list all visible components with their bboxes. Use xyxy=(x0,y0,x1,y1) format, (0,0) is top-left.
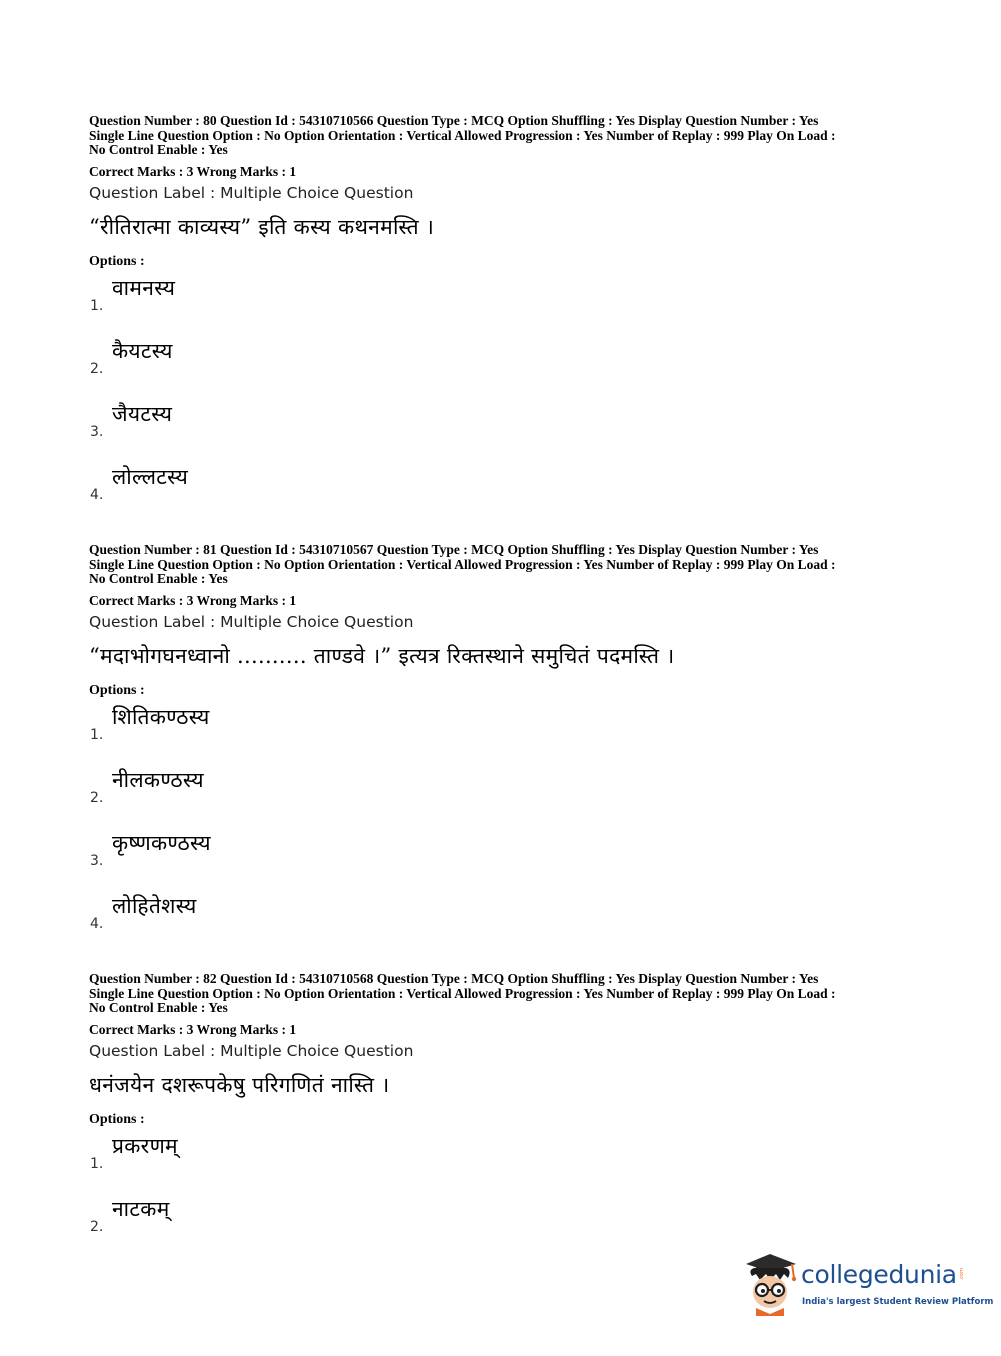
meta-line: No Control Enable : Yes xyxy=(89,1000,228,1015)
option-text: कृष्णकण्ठस्य xyxy=(112,830,211,855)
question-label: Question Label : Multiple Choice Question xyxy=(89,183,414,202)
question-block xyxy=(89,543,919,951)
question-block xyxy=(89,114,919,522)
question-marks: Correct Marks : 3 Wrong Marks : 1 xyxy=(89,592,297,608)
option-item[interactable] xyxy=(89,1191,919,1254)
option-number: 2. xyxy=(90,360,104,377)
option-text: प्रकरणम् xyxy=(112,1133,178,1158)
question-text: “रीतिरात्मा काव्यस्य” इति कस्य कथनमस्ति । xyxy=(89,214,435,239)
options-list xyxy=(89,1128,919,1254)
question-marks: Correct Marks : 3 Wrong Marks : 1 xyxy=(89,1021,297,1037)
option-text: वामनस्य xyxy=(112,275,176,300)
option-item[interactable] xyxy=(89,333,919,396)
question-label: Question Label : Multiple Choice Question xyxy=(89,612,414,631)
question-label: Question Label : Multiple Choice Question xyxy=(89,1041,414,1060)
meta-line: Single Line Question Option : No Option Orientation : Vertical Allowed Progression : Yes Number of Replay : 999 Play On Load : xyxy=(89,556,836,572)
option-item[interactable] xyxy=(89,396,919,459)
option-text: शितिकण्ठस्य xyxy=(112,704,210,729)
options-list xyxy=(89,270,919,522)
option-number: 2. xyxy=(90,789,104,806)
question-marks: Correct Marks : 3 Wrong Marks : 1 xyxy=(89,163,297,179)
option-number: 4. xyxy=(90,915,104,932)
option-item[interactable] xyxy=(89,888,919,951)
logo-wordmark: collegedunia xyxy=(801,1260,957,1289)
logo-tagline: India's largest Student Review Platform xyxy=(802,1297,994,1307)
question-meta xyxy=(89,114,919,158)
option-text: नाटकम् xyxy=(112,1196,170,1221)
options-heading: Options : xyxy=(89,253,145,269)
question-text: धनंजयेन दशरूपकेषु परिगणितं नास्ति । xyxy=(89,1072,390,1097)
mascot-icon xyxy=(740,1250,800,1316)
option-number: 2. xyxy=(90,1218,104,1235)
option-item[interactable] xyxy=(89,1128,919,1191)
option-item[interactable] xyxy=(89,762,919,825)
meta-line: Question Number : 81 Question Id : 54310710567 Question Type : MCQ Option Shuffling : Yes Display Question Number : Yes xyxy=(89,542,819,557)
meta-line: Single Line Question Option : No Option Orientation : Vertical Allowed Progression : Yes Number of Replay : 999 Play On Load : xyxy=(89,985,836,1001)
question-meta xyxy=(89,543,919,587)
option-number: 1. xyxy=(90,1155,104,1172)
option-item[interactable] xyxy=(89,825,919,888)
option-text: जैयटस्य xyxy=(112,401,173,426)
question-block xyxy=(89,972,919,1254)
option-number: 1. xyxy=(90,726,104,743)
option-number: 3. xyxy=(90,852,104,869)
option-text: कैयटस्य xyxy=(112,338,173,363)
meta-line: No Control Enable : Yes xyxy=(89,571,228,586)
option-number: 1. xyxy=(90,297,104,314)
option-text: लोहितेशस्य xyxy=(112,893,197,918)
logo-dotcom: .com xyxy=(959,1268,965,1281)
option-item[interactable] xyxy=(89,459,919,522)
option-number: 4. xyxy=(90,486,104,503)
option-item[interactable] xyxy=(89,270,919,333)
meta-line: No Control Enable : Yes xyxy=(89,142,228,157)
option-item[interactable] xyxy=(89,699,919,762)
option-number: 3. xyxy=(90,423,104,440)
meta-line: Question Number : 80 Question Id : 54310710566 Question Type : MCQ Option Shuffling : Yes Display Question Number : Yes xyxy=(89,113,819,128)
option-text: नीलकण्ठस्य xyxy=(112,767,204,792)
options-list xyxy=(89,699,919,951)
option-text: लोल्लटस्य xyxy=(112,464,189,489)
meta-line: Question Number : 82 Question Id : 54310710568 Question Type : MCQ Option Shuffling : Yes Display Question Number : Yes xyxy=(89,971,819,986)
collegedunia-logo[interactable] xyxy=(740,1250,994,1316)
options-heading: Options : xyxy=(89,682,145,698)
options-heading: Options : xyxy=(89,1111,145,1127)
question-meta xyxy=(89,972,919,1016)
question-text: “मदाभोगघनध्वानो .......... ताण्डवे ।” इत्यत्र रिक्तस्थाने समुचितं पदमस्ति । xyxy=(89,643,675,668)
meta-line: Single Line Question Option : No Option Orientation : Vertical Allowed Progression : Yes Number of Replay : 999 Play On Load : xyxy=(89,127,836,143)
